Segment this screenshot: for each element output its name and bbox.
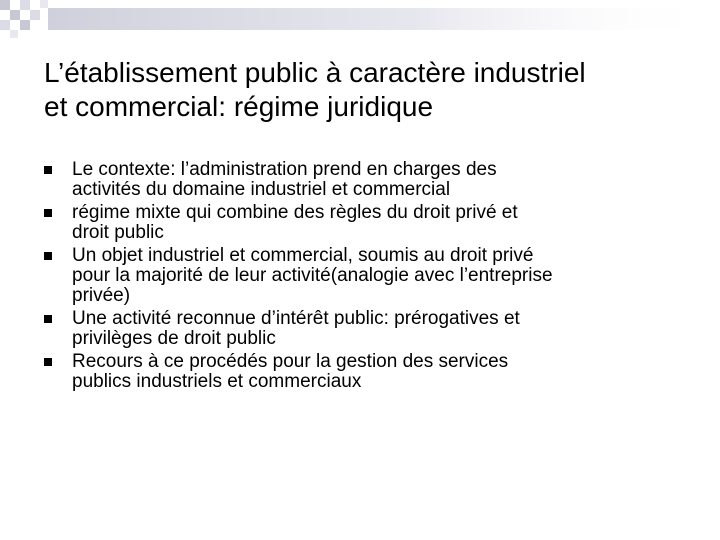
square-bullet-icon [44,358,52,366]
bullet-text-line: régime mixte qui combine des règles du droit privé et [72,202,518,223]
decorative-header-band [0,0,720,40]
bullet-text-line: publics industriels et commerciaux [72,371,362,392]
bullet-item-context [44,160,694,200]
bullet-text-line: pour la majorité de leur activité(analogie avec l’entreprise [72,265,553,286]
checker-squares [0,0,48,38]
bullet-item-public-interest [44,309,694,349]
bullet-text-line: Une activité reconnue d’intérêt public: prérogatives et [72,308,520,329]
bullet-text-line: droit public [72,222,164,243]
bullet-text-line: Recours à ce procédés pour la gestion des services [72,351,509,372]
bullet-text-line: Le contexte: l’administration prend en charges des [72,159,497,180]
bullet-text-line: Un objet industriel et commercial, soumis au droit privé [72,245,534,266]
bullet-item-recourse [44,352,694,392]
bullet-item-mixed-regime [44,203,694,243]
square-bullet-icon [44,166,52,174]
bullet-text-line: privée) [72,285,131,306]
square-bullet-icon [44,315,52,323]
square-bullet-icon [44,209,52,217]
title-line: L’établissement public à caractère industriel [44,57,586,88]
square-bullet-icon [44,252,52,260]
bullet-item-industrial-object [44,246,694,306]
bullet-text-line: privilèges de droit public [72,328,276,349]
title-line: et commercial: régime juridique [44,91,434,122]
slide-title [44,56,694,124]
bullet-text-line: activités du domaine industriel et commercial [72,179,451,200]
bullet-list [44,160,694,395]
